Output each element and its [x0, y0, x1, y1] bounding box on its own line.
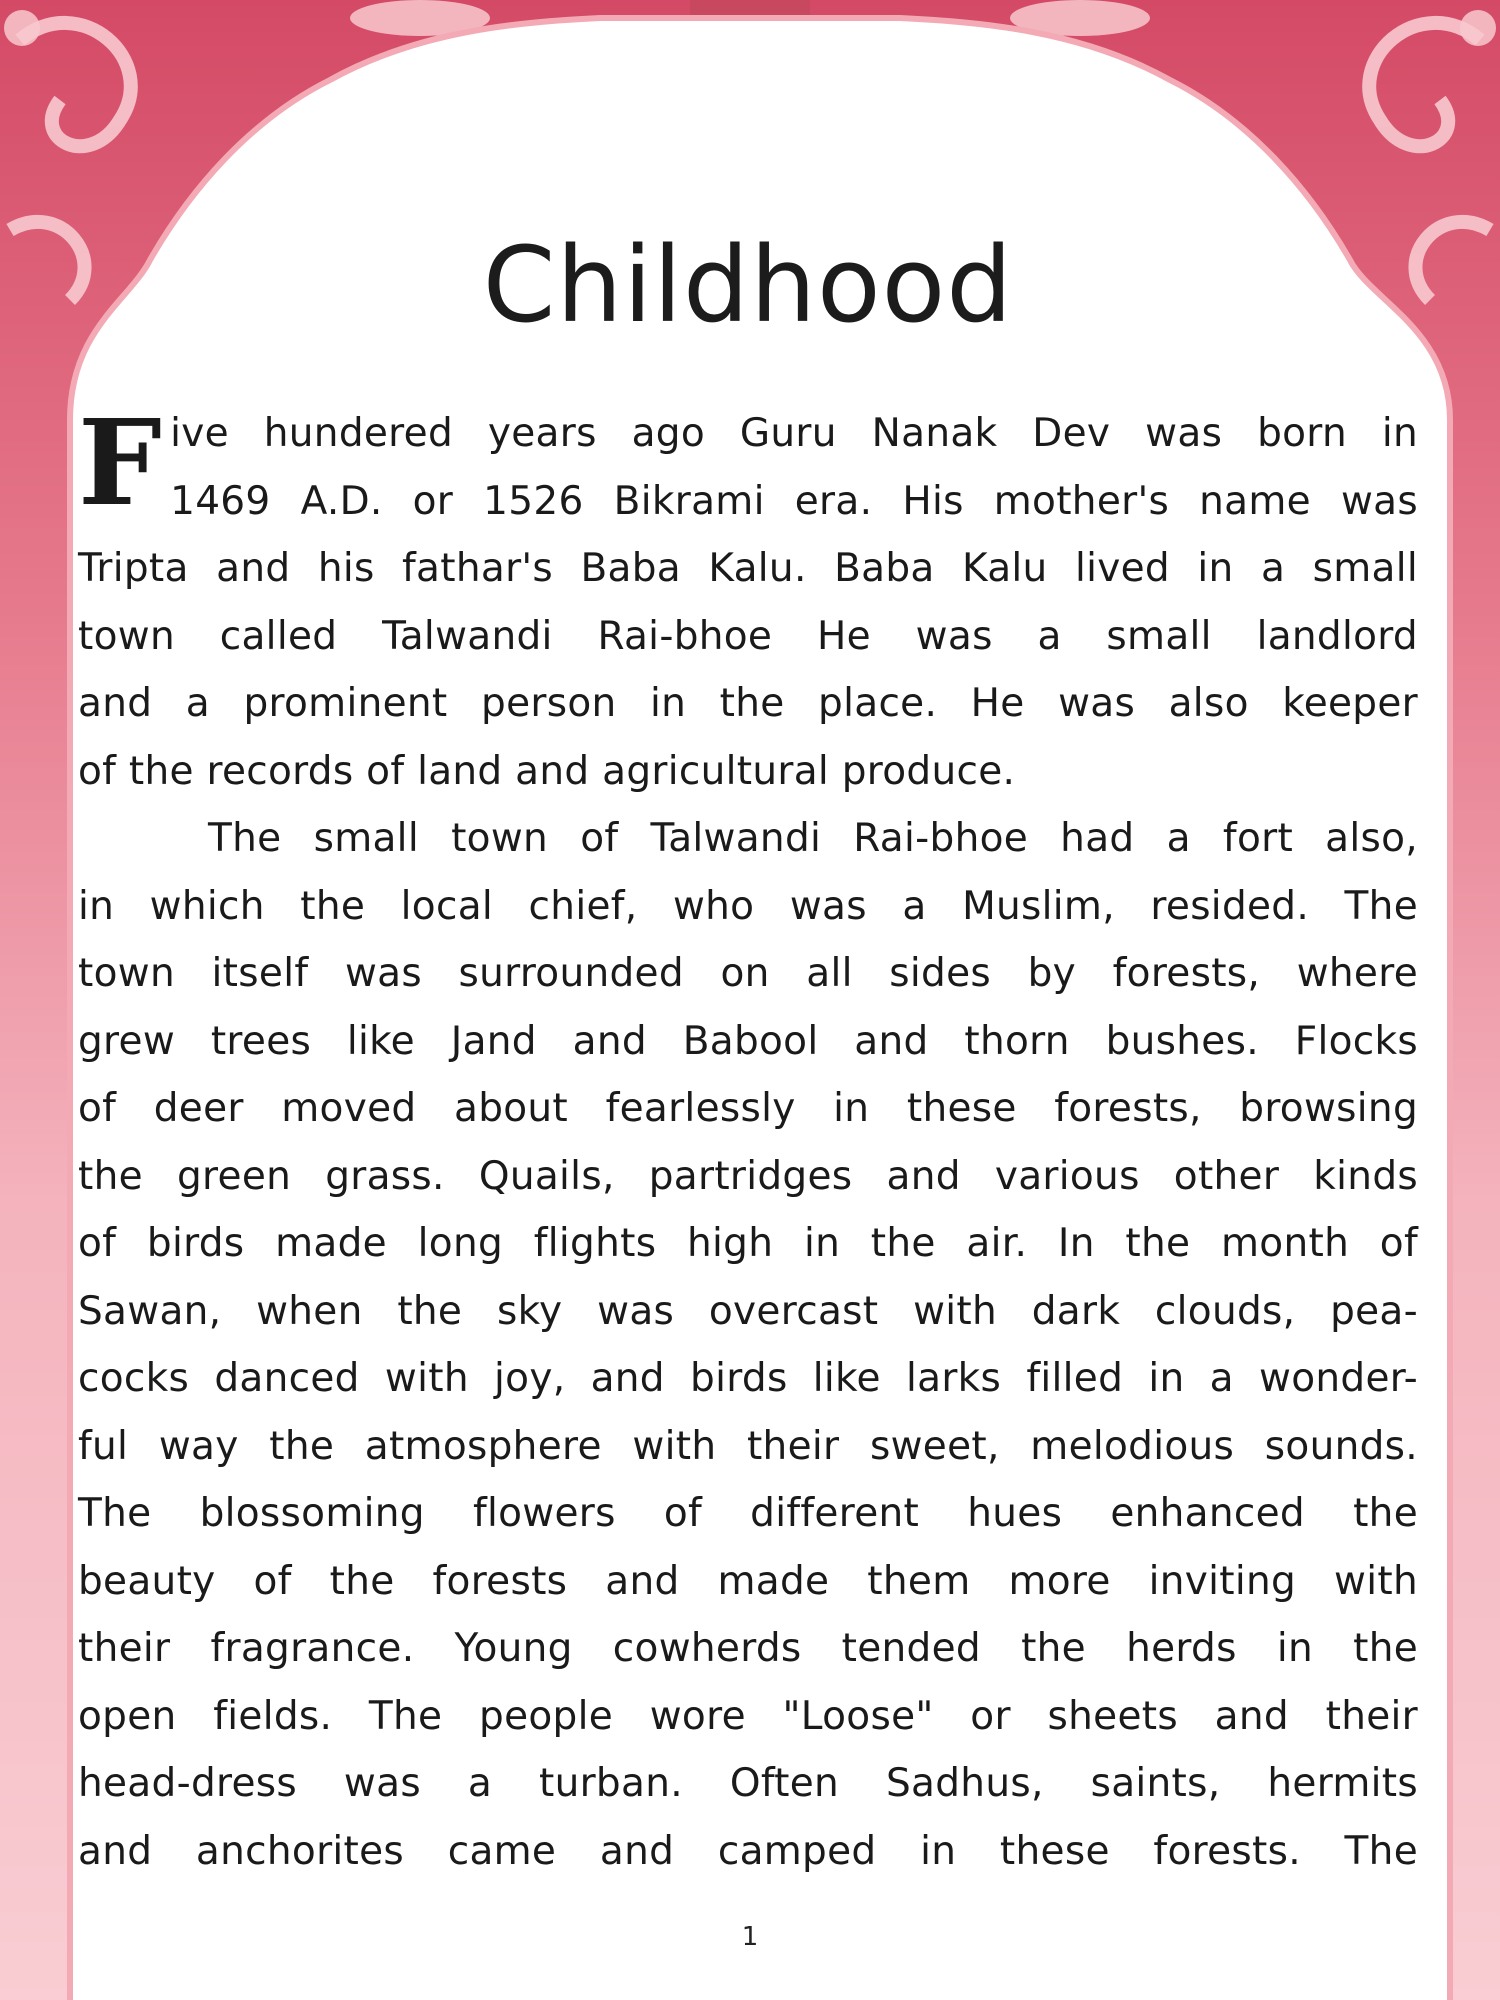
paragraph-line: The blossoming flowers of different hues enhanced the	[78, 1491, 1418, 1536]
paragraph-line: and anchorites came and camped in these forests. The	[78, 1828, 1418, 1874]
paragraph-line: the green grass. Quails, partridges and various other kinds	[78, 1153, 1418, 1199]
paragraph-line: 1469 A.D. or 1526 Bikrami era. His mother's name was	[170, 478, 1418, 524]
paragraph-line: ive hundered years ago Guru Nanak Dev was born in	[170, 411, 1418, 456]
paragraph-line: beauty of the forests and made them more inviting with	[78, 1558, 1418, 1604]
body-text	[78, 393, 1418, 1885]
paragraph-line: their fragrance. Young cowherds tended the herds in the	[78, 1626, 1418, 1671]
page-number: 1	[741, 1922, 759, 1952]
first-paragraph	[78, 393, 1418, 805]
second-paragraph	[78, 805, 1418, 1885]
paragraph-line: cocks danced with joy, and birds like larks filled in a wonder-	[78, 1356, 1418, 1401]
paragraph-line: of the records of land and agricultural produce.	[78, 748, 1016, 794]
paragraph-line: in which the local chief, who was a Muslim, resided. The	[78, 883, 1418, 929]
page-content	[78, 225, 1418, 1885]
drop-cap: F	[78, 393, 163, 532]
paragraph-line: ful way the atmosphere with their sweet, melodious sounds.	[78, 1423, 1418, 1469]
paragraph-line: The small town of Talwandi Rai-bhoe had a fort also,	[208, 816, 1418, 861]
paragraph-line: Tripta and his fathar's Baba Kalu. Baba Kalu lived in a small	[78, 546, 1418, 591]
paragraph-line: grew trees like Jand and Babool and thorn bushes. Flocks	[78, 1018, 1418, 1064]
paragraph-line: of deer moved about fearlessly in these forests, browsing	[78, 1086, 1418, 1131]
paragraph-line: and a prominent person in the place. He was also keeper	[78, 681, 1418, 726]
paragraph-line: of birds made long flights high in the air. In the month of	[78, 1221, 1418, 1266]
paragraph-line: Sawan, when the sky was overcast with dark clouds, pea-	[78, 1288, 1418, 1334]
paragraph-line: town itself was surrounded on all sides by forests, where	[78, 951, 1418, 996]
page-title: Childhood	[482, 224, 1014, 346]
paragraph-line: open fields. The people wore "Loose" or sheets and their	[78, 1693, 1418, 1739]
paragraph-line: town called Talwandi Rai-bhoe He was a small landlord	[78, 613, 1418, 659]
paragraph-line: head-dress was a turban. Often Sadhus, saints, hermits	[78, 1761, 1418, 1806]
